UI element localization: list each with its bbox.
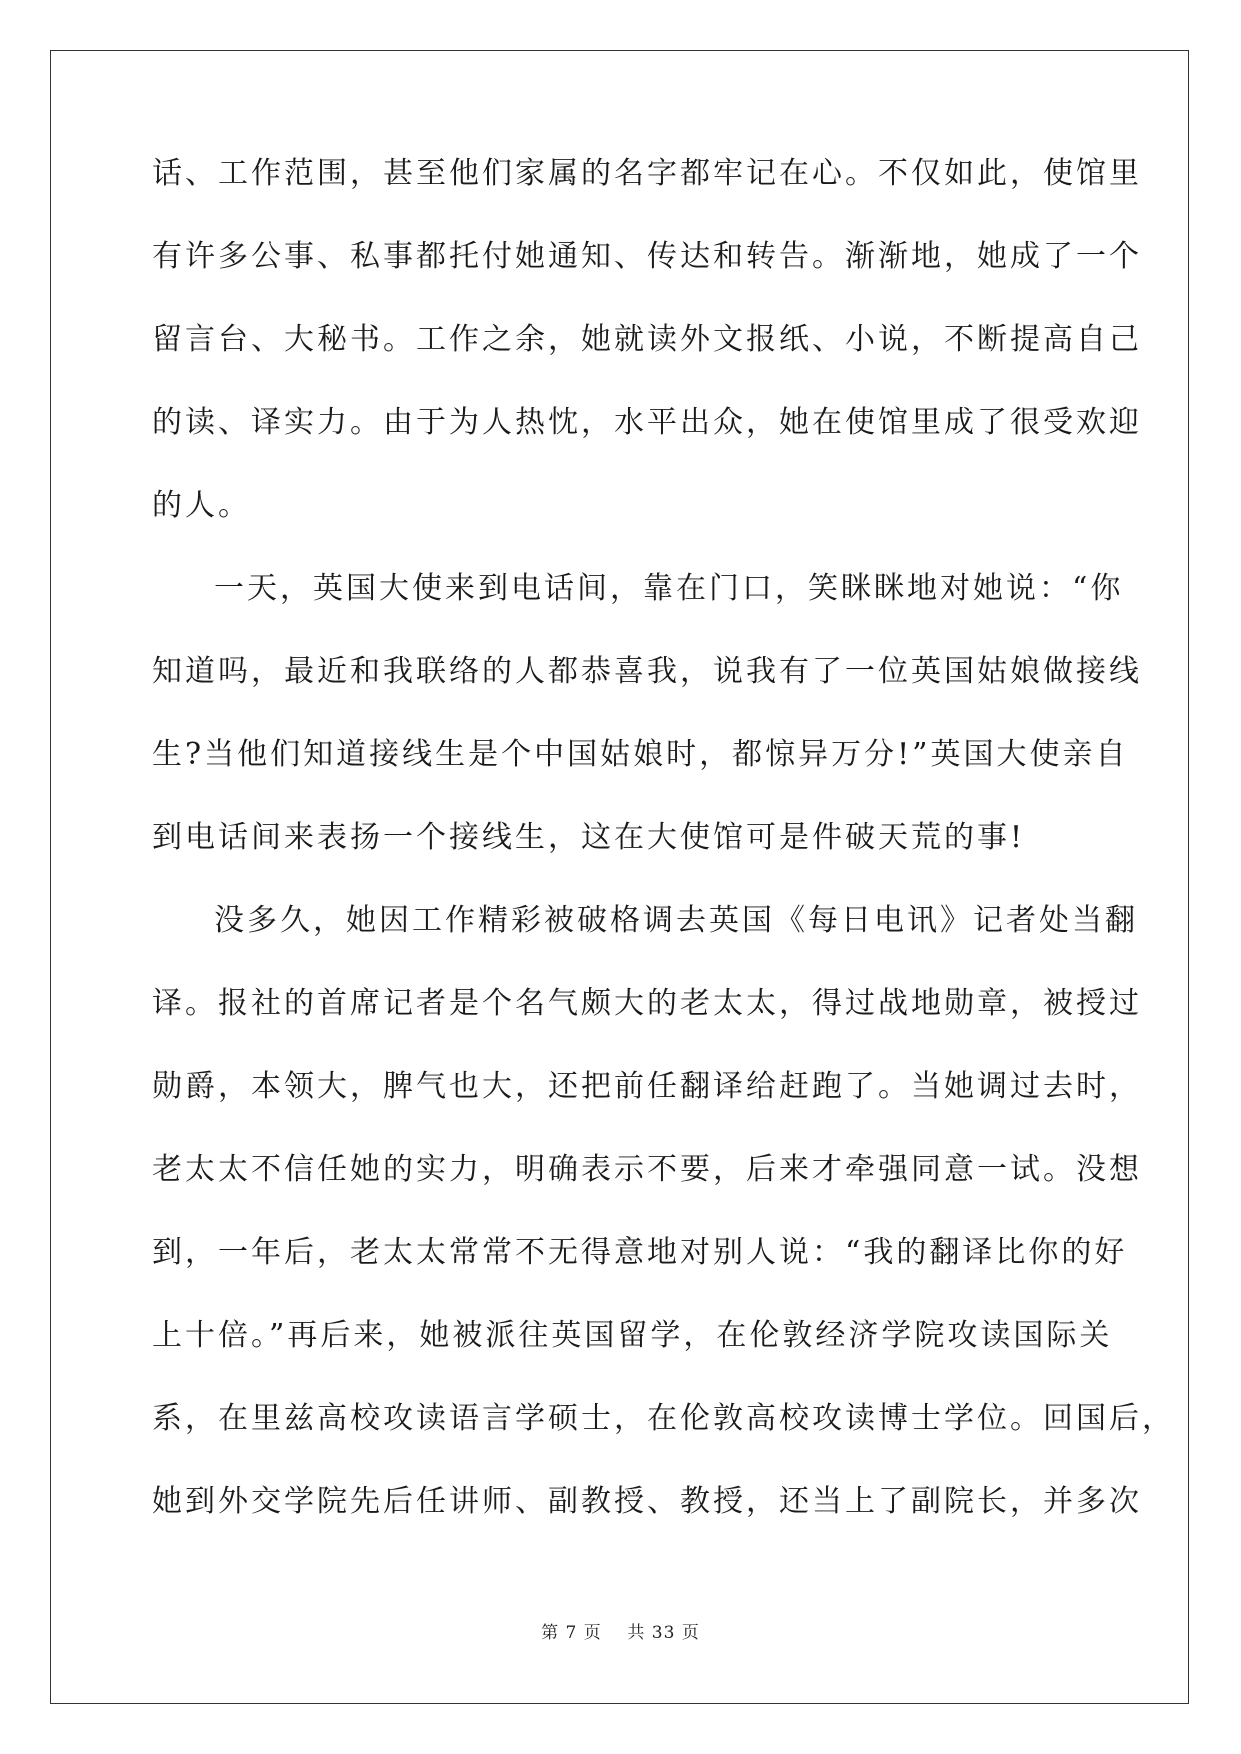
text-line: 留言台、大秘书。工作之余，她就读外文报纸、小说，不断提高自己 <box>152 322 1142 357</box>
text-line: 到电话间来表扬一个接线生，这在大使馆可是件破天荒的事! <box>152 820 1026 855</box>
text-line: 上十倍。”再后来，她被派往英国留学，在伦敦经济学院攻读国际关 <box>152 1318 1113 1353</box>
text-line: 老太太不信任她的实力，明确表示不要，后来才牵强同意一试。没想 <box>152 1152 1142 1187</box>
text-line: 生?当他们知道接线生是个中国姑娘时，都惊异万分!”英国大使亲自 <box>152 737 1129 772</box>
text-line: 的人。 <box>152 488 251 523</box>
page-footer: 第 7 页 共 33 页 <box>541 1623 700 1643</box>
text-line: 她到外交学院先后任讲师、副教授、教授，还当上了副院长，并多次 <box>152 1484 1142 1519</box>
body-text <box>152 156 1175 1567</box>
text-line: 勋爵，本领大，脾气也大，还把前任翻译给赶跑了。当她调过去时， <box>152 1069 1142 1104</box>
text-line: 有许多公事、私事都托付她通知、传达和转告。渐渐地，她成了一个 <box>152 239 1142 274</box>
text-line: 译。报社的首席记者是个名气颇大的老太太，得过战地勋章，被授过 <box>152 986 1142 1021</box>
text-line: 系，在里兹高校攻读语言学硕士，在伦敦高校攻读博士学位。回国后， <box>152 1401 1175 1436</box>
paragraph-start-line: 没多久，她因工作精彩被破格调去英国《每日电讯》记者处当翻 <box>214 903 1138 938</box>
text-line: 话、工作范围，甚至他们家属的名字都牢记在心。不仅如此，使馆里 <box>152 156 1142 191</box>
text-line: 知道吗，最近和我联络的人都恭喜我，说我有了一位英国姑娘做接线 <box>152 654 1142 689</box>
paragraph-start-line: 一天，英国大使来到电话间，靠在门口，笑眯眯地对她说：“你 <box>214 571 1124 606</box>
text-line: 的读、译实力。由于为人热忱，水平出众，她在使馆里成了很受欢迎 <box>152 405 1142 440</box>
text-line: 到，一年后，老太太常常不无得意地对别人说：“我的翻译比你的好 <box>152 1235 1128 1270</box>
